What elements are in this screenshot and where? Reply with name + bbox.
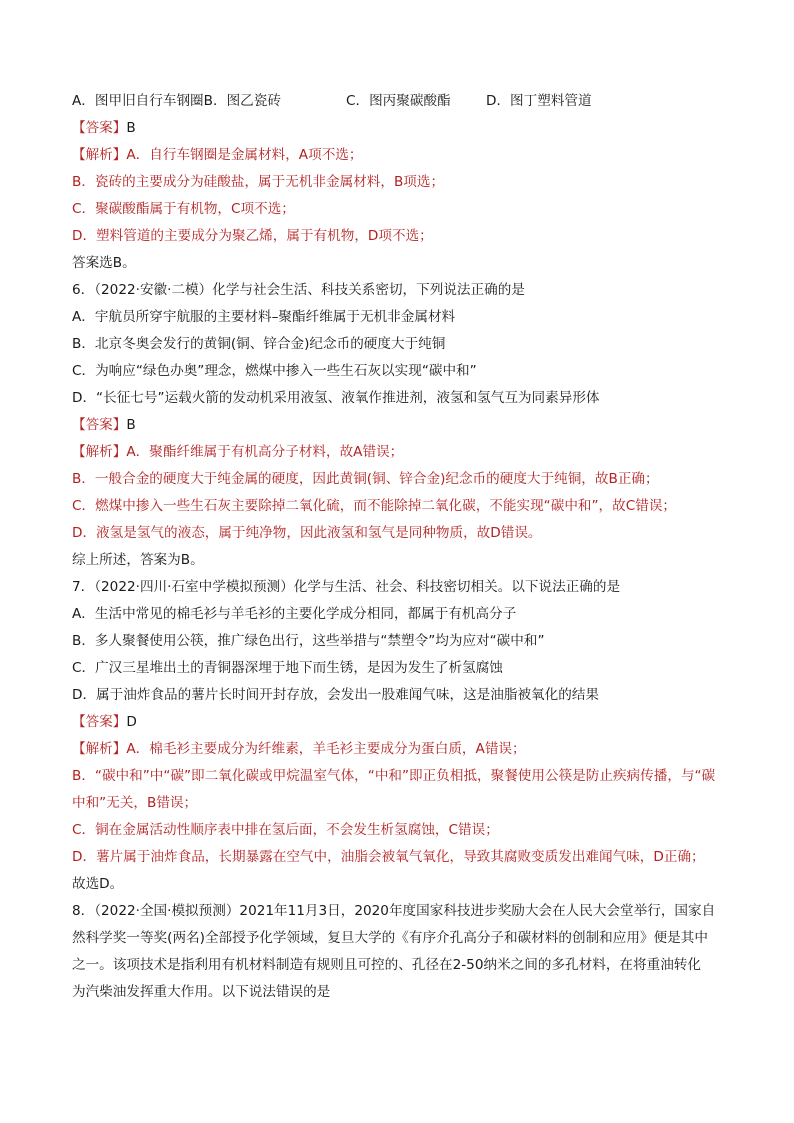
- q5-conclusion: 答案选B。: [72, 255, 136, 271]
- q6-stem: 6．（2022·安徽·二模）化学与社会生活、科技关系密切，下列说法正确的是: [72, 282, 525, 298]
- q7-analysis-line: D．薯片属于油炸食品，长期暴露在空气中，油脂会被氧气氧化，导致其腐败变质发出难闻气味，D正确；: [72, 849, 705, 865]
- q7-option-a: A．生活中常见的棉毛衫与羊毛衫的主要化学成分相同，都属于有机高分子: [72, 606, 517, 622]
- q7-option-d: D．属于油炸食品的薯片长时间开封存放，会发出一股难闻气味，这是油脂被氧化的结果: [72, 687, 600, 703]
- q6-option-b: B．北京冬奥会发行的黄铜(铜、锌合金)纪念币的硬度大于纯铜: [72, 336, 446, 352]
- q7-option-c: C．广汉三星堆出土的青铜器深埋于地下而生锈，是因为发生了析氢腐蚀: [72, 660, 503, 676]
- q8-stem-line: 之一。该项技术是指利用有机材料制造有规则且可控的、孔径在2-50纳米之间的多孔材料，在将重油转化: [72, 957, 701, 973]
- q6-analysis-line: C．燃煤中掺入一些生石灰主要除掉二氧化硫，而不能除掉二氧化碳，不能实现“碳中和”，故C错误；: [72, 498, 677, 514]
- q7-analysis-line: 【解析】A．棉毛衫主要成分为纤维素，羊毛衫主要成分为蛋白质，A错误；: [72, 741, 526, 757]
- q6-option-d: D．“长征七号”运载火箭的发动机采用液氢、液氧作推进剂，液氢和氢气互为同素异形体: [72, 390, 600, 406]
- q5-analysis-line: B．瓷砖的主要成分为硅酸盐，属于无机非金属材料，B项选；: [72, 174, 445, 190]
- q6-answer: 【答案】B: [72, 417, 136, 433]
- q8-stem-line: 8．（2022·全国·模拟预测）2021年11月3日，2020年度国家科技进步奖励大会在人民大会堂举行，国家自: [72, 903, 716, 919]
- q5-option-a: A．图甲旧自行车钢圈B．图乙瓷砖: [72, 93, 281, 109]
- q6-analysis-line: 【解析】A．聚酯纤维属于有机高分子材料，故A错误；: [72, 444, 404, 460]
- q8-stem-line: 然科学奖一等奖(两名)全部授予化学领域，复旦大学的《有序介孔高分子和碳材料的创制和应用》便是其中: [72, 930, 708, 946]
- q5-analysis-line: C．聚碳酸酯属于有机物，C项不选；: [72, 201, 295, 217]
- q7-analysis-line: 中和”无关，B错误；: [72, 795, 198, 811]
- q5-analysis-line: 【解析】A．自行车钢圈是金属材料，A项不选；: [72, 147, 363, 163]
- q5-analysis-line: D．塑料管道的主要成分为聚乙烯，属于有机物，D项不选；: [72, 228, 433, 244]
- q6-conclusion: 综上所述，答案为B。: [72, 552, 204, 568]
- q7-analysis-line: C．铜在金属活动性顺序表中排在氢后面，不会发生析氢腐蚀，C错误；: [72, 822, 499, 838]
- q7-analysis-line: B．“碳中和”中“碳”即二氧化碳或甲烷温室气体，“中和”即正负相抵，聚餐使用公筷是防止疾病传播，与“碳: [72, 768, 716, 784]
- document-page: [72, 88, 732, 1006]
- q5-option-d: D．图丁塑料管道: [486, 93, 592, 109]
- q7-stem: 7．（2022·四川·石室中学模拟预测）化学与生活、社会、科技密切相关。以下说法正确的是: [72, 579, 621, 595]
- q5-option-c: C．图丙聚碳酸酯: [346, 93, 451, 109]
- q5-options: [72, 88, 732, 115]
- q7-conclusion: 故选D。: [72, 876, 124, 892]
- q6-analysis-line: B．一般合金的硬度大于纯金属的硬度，因此黄铜(铜、锌合金)纪念币的硬度大于纯铜，故B正确；: [72, 471, 659, 487]
- q7-answer: 【答案】D: [72, 714, 137, 730]
- q6-option-a: A．宇航员所穿宇航服的主要材料–聚酯纤维属于无机非金属材料: [72, 309, 456, 325]
- q6-analysis-line: D．液氢是氢气的液态，属于纯净物，因此液氢和氢气是同种物质，故D错误。: [72, 525, 542, 541]
- q5-answer: 【答案】B: [72, 120, 136, 136]
- q8-stem-line: 为汽柴油发挥重大作用。以下说法错误的是: [72, 984, 331, 1000]
- q6-option-c: C．为响应“绿色办奥”理念，燃煤中掺入一些生石灰以实现“碳中和”: [72, 363, 477, 379]
- q7-option-b: B．多人聚餐使用公筷，推广绿色出行，这些举措与“禁塑令”均为应对“碳中和”: [72, 633, 545, 649]
